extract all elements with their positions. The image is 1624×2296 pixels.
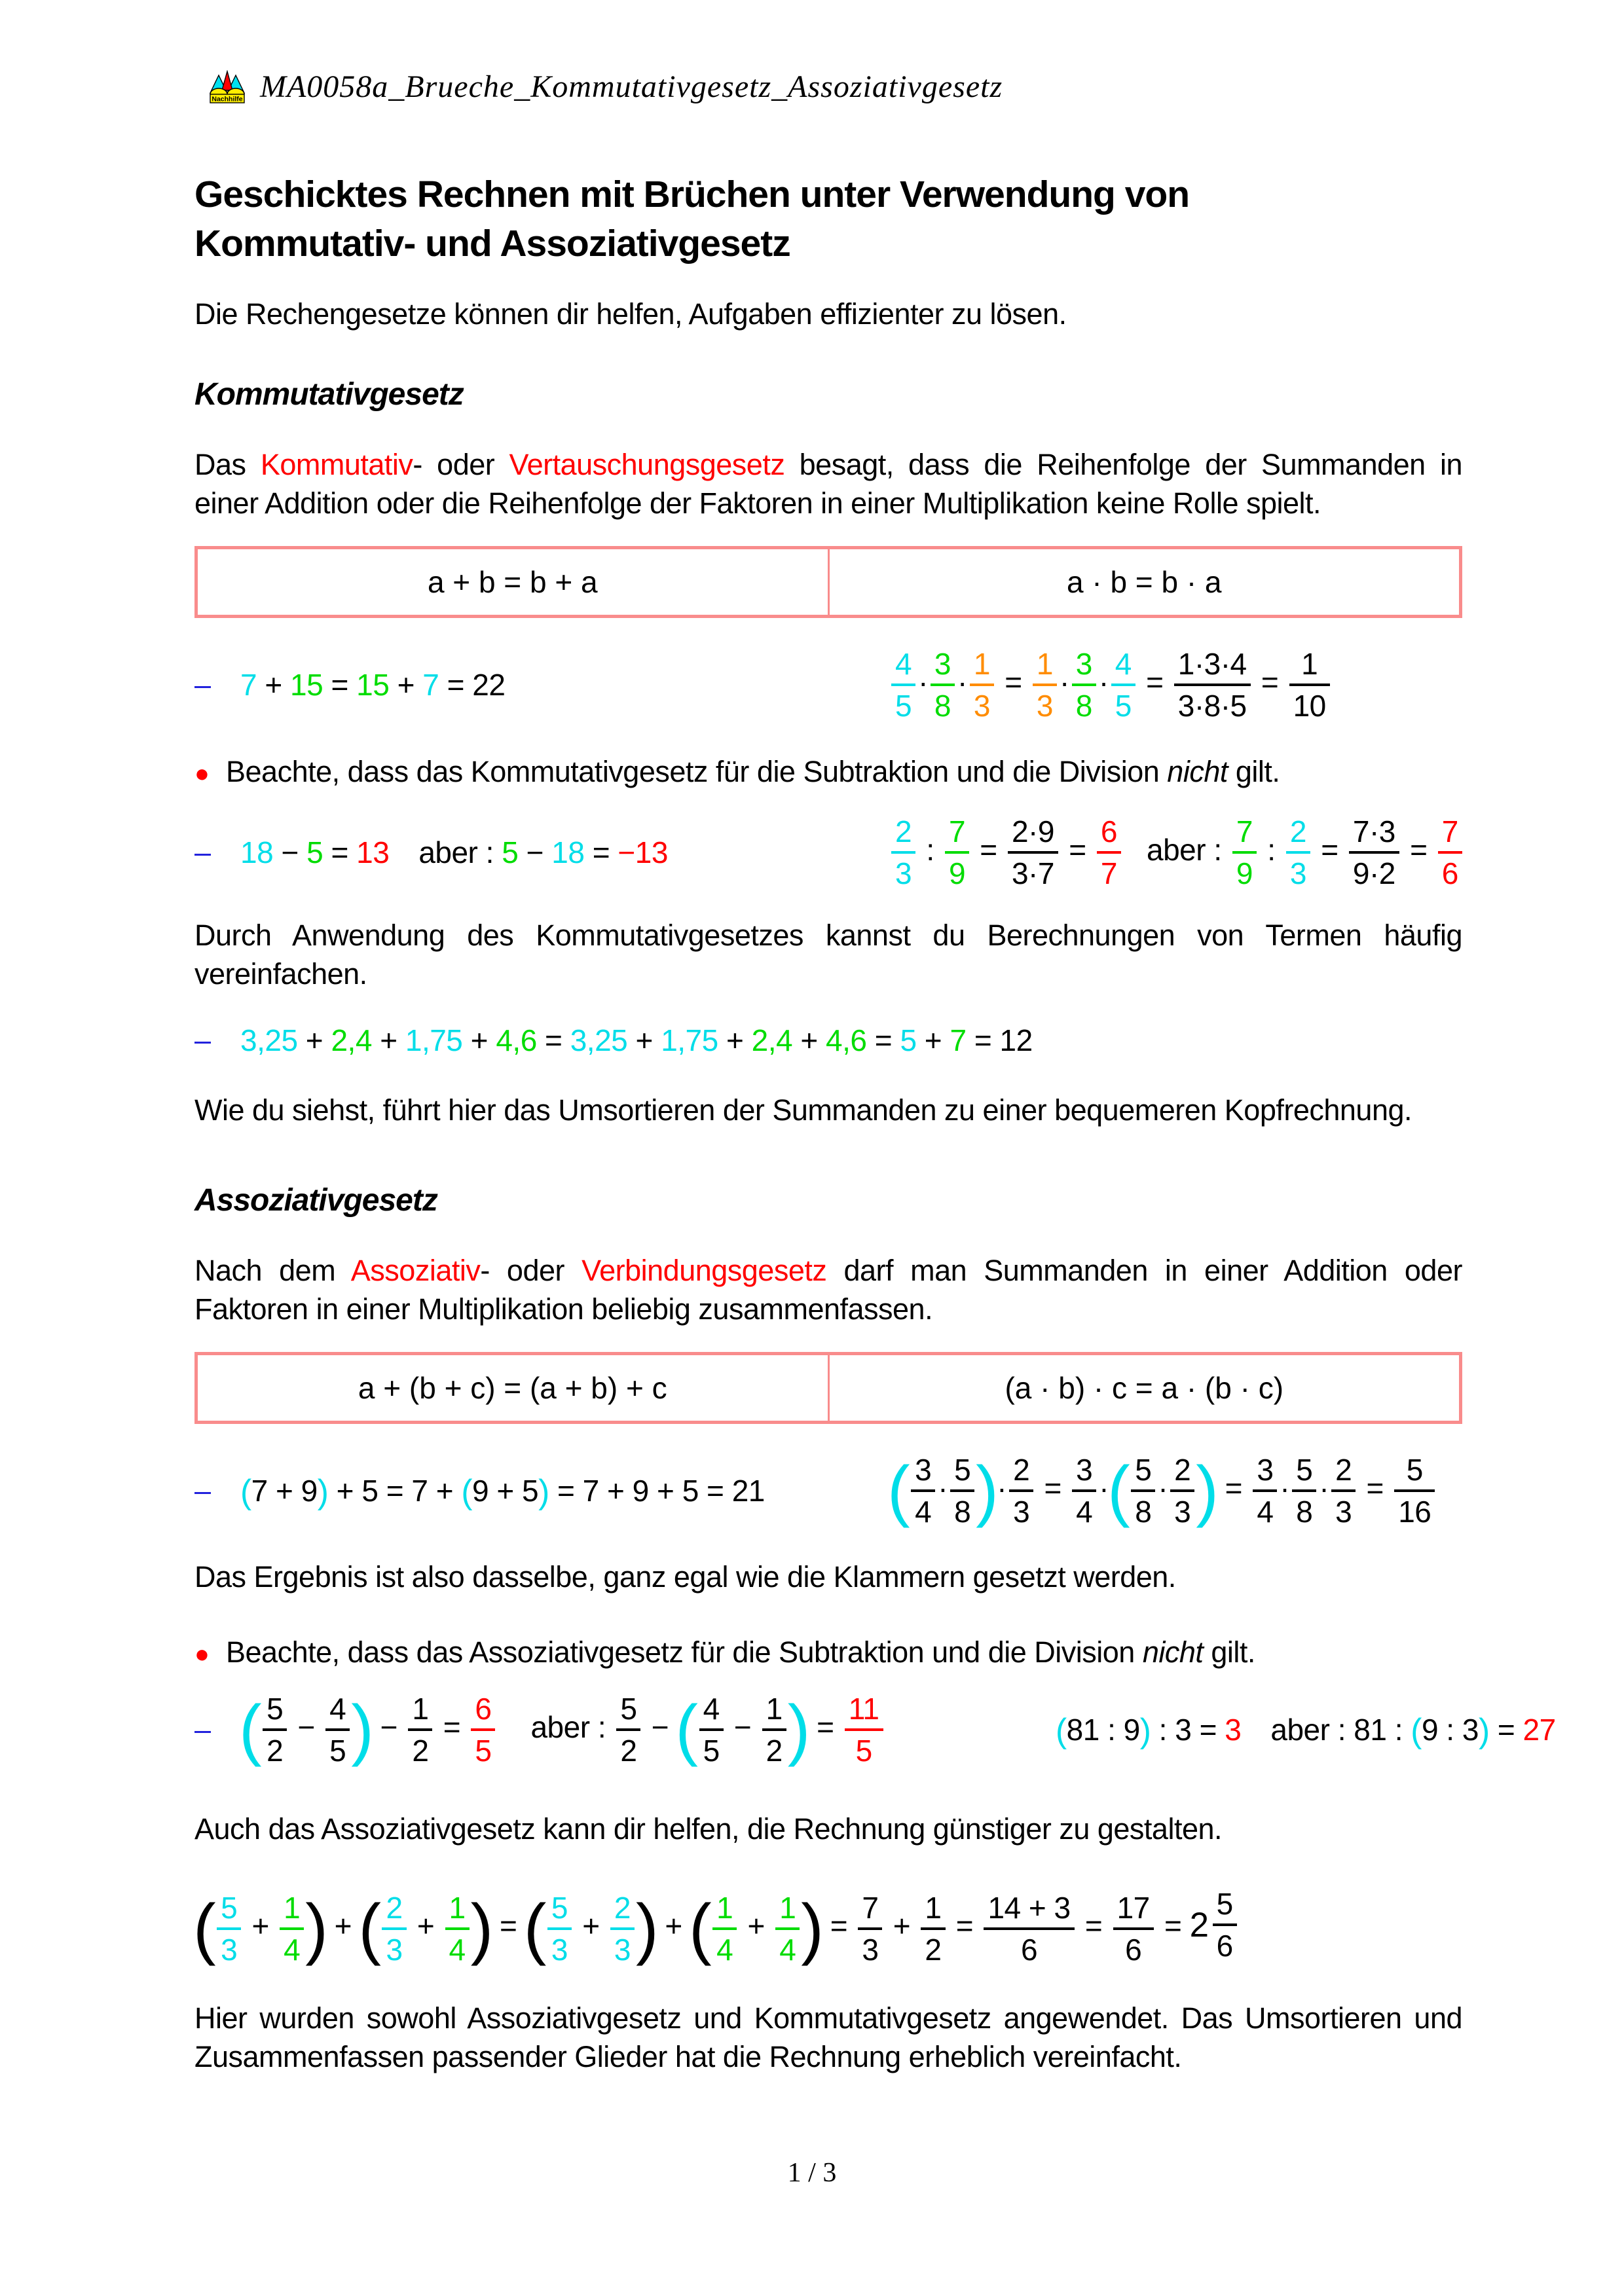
law-cell-addition: a + b = b + a: [427, 564, 598, 599]
list-dash: –: [194, 1023, 212, 1057]
note-associative: [194, 1635, 1462, 1669]
list-dash: –: [194, 1473, 212, 1507]
heading-assoziativgesetz: Assoziativgesetz: [194, 1182, 437, 1218]
example-row-nonassociative: [194, 1691, 1556, 1768]
document-title-header: MA0058a_Brueche_Kommutativgesetz_Assoziativgesetz: [260, 69, 1003, 104]
assoziativ-definition: Nach dem Assoziativ- oder Verbindungsgesetz darf man Summanden in einer Addition oder Faktoren in einer Multiplikation beliebig zusammenfassen.: [194, 1253, 1462, 1326]
page-header: [209, 69, 1462, 105]
example-integer-division: (81 : 9) : 3 = 3 aber : 81 : (9 : 3) = 27: [1056, 1711, 1556, 1750]
intro-paragraph: Die Rechengesetze können dir helfen, Aufgaben effizienter zu lösen.: [194, 297, 1067, 331]
kommutativ-definition: Das Kommutativ- oder Vertauschungsgesetz besagt, dass die Reihenfolge der Summanden in einer Addition oder die Reihenfolge der Faktoren in einer Multiplikation keine Rolle spielt.: [194, 447, 1462, 520]
example-fraction-multiplication: $\frac{4}{5}$ · $\frac{3}{8}$ · $\frac{1}{3}$ = $\frac{1}{3}$ · $\frac{3}{8}$ · $\frac{4}{5}$ = $\frac{1\cdot 3\cdot 4}{3\cdot 8\cdot 5}$ = $\frac{1}{10}$: [889, 647, 1462, 722]
page-title-line1: Geschicktes Rechnen mit Brüchen unter Verwendung von: [194, 173, 1190, 215]
page-number: 1 / 3: [787, 2158, 837, 2188]
paragraph-simplify: Durch Anwendung des Kommutativgesetzes kannst du Berechnungen von Termen häufig vereinfachen.: [194, 918, 1462, 991]
bullet-icon: ●: [194, 759, 210, 788]
law-cell-multiplication: a · b = b · a: [828, 549, 1460, 615]
example-row-noncommutative: [194, 815, 1462, 890]
example-fraction-division: $\frac{2}{3}$ : $\frac{7}{9}$ = $\frac{2\cdot 9}{3\cdot 7}$ = $\frac{6}{7}$ aber : $\frac{7}{9}$ : $\frac{2}{3}$ = $\frac{7\cdot 3}{9\cdot 2}$ = $\frac{7}{6}$: [889, 815, 1465, 890]
example-decimal-sum: 3,25 + 2,4 + 1,75 + 4,6 = 3,25 + 1,75 + 2,4 + 4,6 = 5 + 7 = 12: [240, 1023, 1033, 1058]
paragraph-kopfrechnung: Wie du siehst, führt hier das Umsortieren der Summanden zu einer bequemeren Kopfrechnung.: [194, 1093, 1412, 1127]
logo-label: Nachhilfe: [212, 95, 243, 103]
list-dash: –: [194, 667, 212, 701]
example-fraction-subtraction: ( $\frac{5}{2}$ − $\frac{4}{5}$ ) − $\frac{1}{2}$ = $\frac{6}{5}$ aber : $\frac{5}{2}$ − ( $\frac{4}{5}$ − $\frac{1}{2}$ ) = $\frac{11}{5}$: [240, 1692, 1056, 1767]
kommutativ-law-table: [194, 546, 1462, 618]
heading-kommutativgesetz: Kommutativgesetz: [194, 376, 464, 412]
example-row-decimals: [194, 1023, 1462, 1058]
bullet-icon: ●: [194, 1640, 210, 1668]
example-paren-addition: (7 + 9) + 5 = 7 + (9 + 5) = 7 + 9 + 5 = 21: [240, 1472, 765, 1510]
example-row-commutative: [194, 647, 1462, 722]
note-commutative: [194, 755, 1462, 789]
note-associative-text: Beachte, dass das Assoziativgesetz für die Subtraktion und die Division nicht gilt.: [226, 1635, 1255, 1669]
list-dash: –: [194, 1712, 212, 1746]
page-title: [194, 170, 1462, 268]
assoziativ-law-table: [194, 1352, 1462, 1424]
example-row-associative: [194, 1453, 1462, 1528]
example-subtraction: 18 − 5 = 13 aber : 5 − 18 = −13: [240, 835, 668, 869]
law-cell-assoc-addition: a + (b + c) = (a + b) + c: [358, 1370, 667, 1405]
example-combined-laws: ( $\frac{5}{3}$ + $\frac{1}{4}$ ) + ( $\frac{2}{3}$ + $\frac{1}{4}$ ) = ( $\frac{5}{3}$ + $\frac{2}{3}$ ) + ( $\frac{1}{4}$ + $\frac{1}{4}$ ) = $\frac{7}{3}$ + $\frac{1}{2}$ = $\frac{14 + 3}{6}$ = $\frac{17}{6}$ = 2 5 6: [194, 1887, 1462, 1965]
note-commutative-text: Beachte, dass das Kommutativgesetz für die Subtraktion und die Division nicht gilt.: [226, 754, 1280, 788]
law-cell-assoc-multiplication: (a · b) · c = a · (b · c): [828, 1355, 1460, 1421]
example-paren-fraction-multiplication: ( $\frac{3}{4}$ · $\frac{5}{8}$ )· $\frac{2}{3}$ = $\frac{3}{4}$ ·( $\frac{5}{8}$ · $\frac{2}{3}$ ) = $\frac{3}{4}$ · $\frac{5}{8}$ · $\frac{2}{3}$ = $\frac{5}{16}$: [889, 1453, 1462, 1528]
page-title-line2: Kommutativ- und Assoziativgesetz: [194, 223, 790, 265]
paragraph-final: Hier wurden sowohl Assoziativgesetz und Kommutativgesetz angewendet. Das Umsortieren und Zusammenfassen passender Glieder hat die Rechnung erheblich vereinfacht.: [194, 2001, 1462, 2074]
example-addition: 7 + 15 = 15 + 7 = 22: [240, 667, 506, 702]
nachhilfe-logo: [209, 70, 246, 104]
logo-center-peak: [222, 71, 232, 90]
paragraph-guenstiger: Auch das Assoziativgesetz kann dir helfen, die Rechnung günstiger zu gestalten.: [194, 1812, 1223, 1846]
list-dash: –: [194, 835, 212, 869]
paragraph-ergebnis: Das Ergebnis ist also dasselbe, ganz egal wie die Klammern gesetzt werden.: [194, 1559, 1176, 1594]
